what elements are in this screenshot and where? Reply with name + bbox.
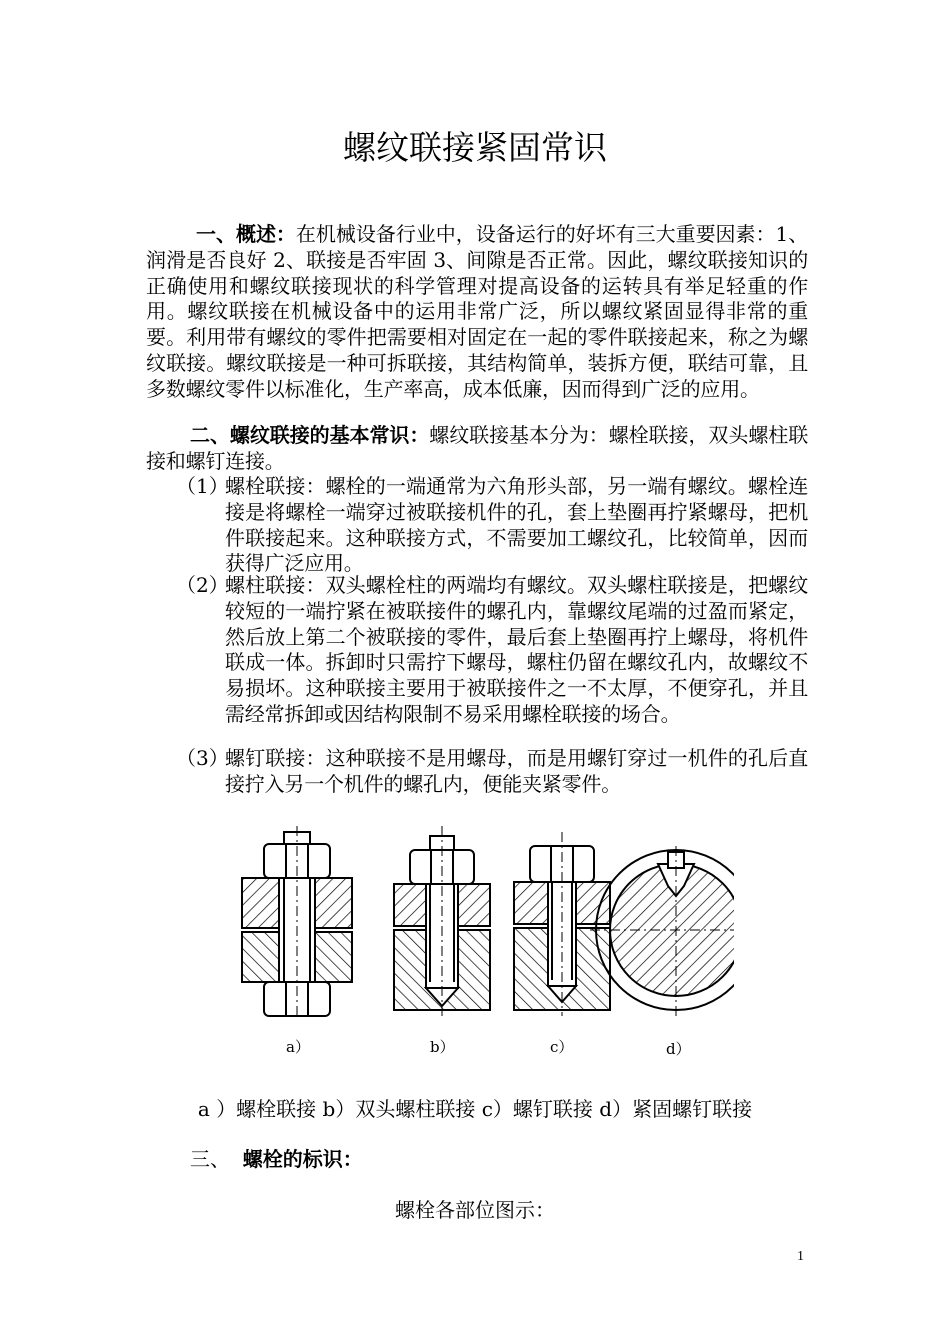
page-number: 1 <box>797 1249 804 1264</box>
bolt-connection-diagram <box>242 826 352 1020</box>
figure-label-c: c） <box>550 1038 574 1056</box>
figure-label-b: b） <box>430 1038 455 1056</box>
item-2-text: 螺柱联接：双头螺栓柱的两端均有螺纹。双头螺柱联接是，把螺纹较短的一端拧紧在被联接件的螺孔内，靠螺纹尾端的过盈而紧定，然后放上第二个被联接的零件，最后套上垫圈再拧上螺母，将机件联成一体。拆卸时只需拧下螺母，螺柱仍留在螺纹孔内，故螺纹不易损坏。这种联接主要用于被联接件之一不太厚，不便穿孔，并且需经常拆卸或因结构限制不易采用螺栓联接的场合。 <box>225 573 808 726</box>
fastener-connection-figure <box>214 806 734 1068</box>
item-2-number: （2） <box>176 573 229 597</box>
section-3-heading: 螺栓的标识： <box>242 1147 363 1171</box>
item-3-text: 螺钉联接：这种联接不是用螺母，而是用螺钉穿过一机件的孔后直接拧入另一个机件的螺孔内，便能夹紧零件。 <box>225 746 808 796</box>
section-2-paragraph <box>146 423 808 475</box>
bolt-parts-subtitle: 螺栓各部位图示： <box>395 1198 555 1222</box>
figure-label-a: a） <box>286 1038 310 1056</box>
section-1-paragraph <box>146 222 808 403</box>
section-1-heading: 一、概述： <box>196 222 296 246</box>
stud-connection-diagram <box>394 826 490 1016</box>
section-2-heading: 二、螺纹联接的基本常识： <box>190 423 430 447</box>
item-3-number: （3） <box>176 746 229 770</box>
set-screw-connection-diagram <box>590 846 734 1016</box>
section-3-heading-line <box>190 1146 363 1172</box>
document-title: 螺纹联接紧固常识 <box>343 128 607 167</box>
figure-caption: a ）螺栓联接 b）双头螺柱联接 c）螺钉联接 d）紧固螺钉联接 <box>197 1097 753 1121</box>
section-3-number: 三、 <box>190 1147 230 1171</box>
item-1-text: 螺栓联接：螺栓的一端通常为六角形头部，另一端有螺纹。螺栓连接是将螺栓一端穿过被联接机件的孔，套上垫圈再拧紧螺母，把机件联接起来。这种联接方式，不需要加工螺纹孔，比较简单，因而获得广泛应用。 <box>225 474 808 576</box>
figure-label-d: d） <box>666 1040 691 1058</box>
section-1-body: 在机械设备行业中，设备运行的好坏有三大重要因素：1、润滑是否良好 2、联接是否牢固 3、间隙是否正常。因此，螺纹联接知识的正确使用和螺纹联接现状的科学管理对提高设备的运转具有举足轻重的作用。螺纹联接在机械设备中的运用非常广泛，所以螺纹紧固显得非常的重要。利用带有螺纹的零件把需要相对固定在一起的零件联接起来，称之为螺纹联接。螺纹联接是一种可拆联接，其结构简单，装拆方便，联结可靠，且多数螺纹零件以标准化，生产率高，成本低廉，因而得到广泛的应用。 <box>146 222 809 401</box>
item-1-number: （1） <box>176 474 229 498</box>
section-2-body: 螺纹联接基本分为：螺栓联接，双头螺柱联接和螺钉连接。 <box>146 423 808 473</box>
